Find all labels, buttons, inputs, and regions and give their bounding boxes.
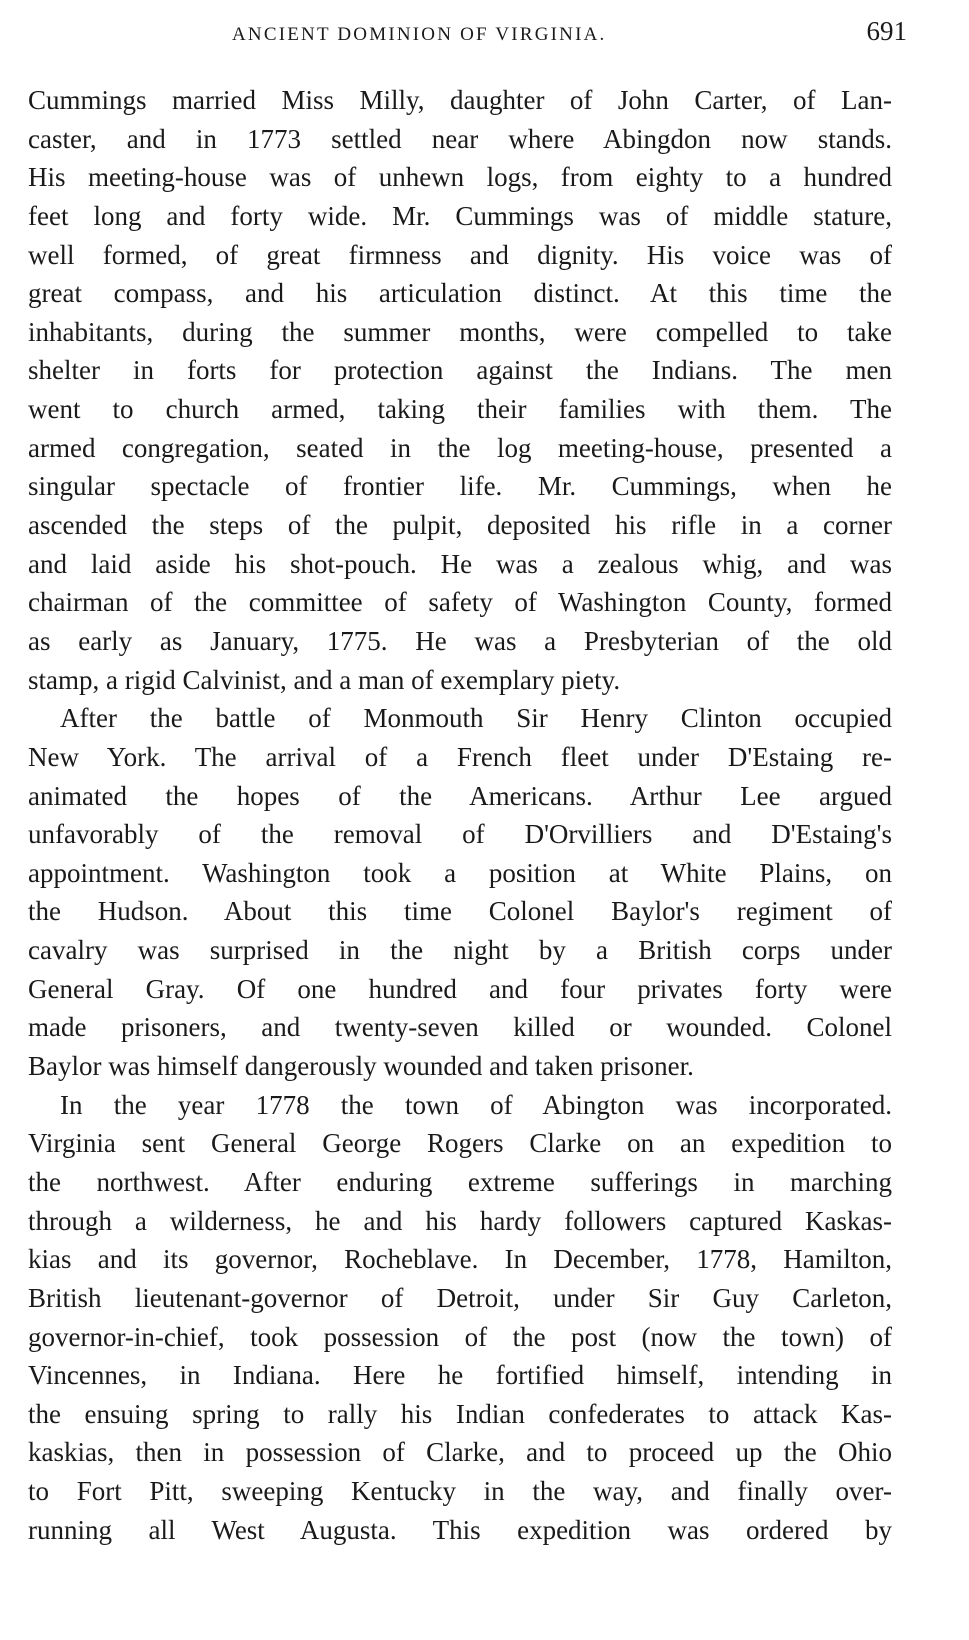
text-line: Virginia sent General George Rogers Clarke on an expedition to xyxy=(28,1128,892,1159)
text-line: and laid aside his shot-pouch. He was a zealous whig, and was xyxy=(28,548,892,579)
text-line: In the year 1778 the town of Abington was incorporated. xyxy=(60,1089,892,1120)
text-line: caster, and in 1773 settled near where Abingdon now stands. xyxy=(28,123,892,154)
page-number: 691 xyxy=(866,16,907,46)
text-line: went to church armed, taking their families with them. The xyxy=(28,394,892,425)
text-line: running all West Augusta. This expedition was ordered by xyxy=(28,1514,892,1545)
text-line: armed congregation, seated in the log meeting-house, presented a xyxy=(28,432,892,463)
text-line: cavalry was surprised in the night by a British corps under xyxy=(28,935,892,966)
text-line: the northwest. After enduring extreme sufferings in marching xyxy=(28,1166,892,1197)
text-line: General Gray. Of one hundred and four privates forty were xyxy=(28,973,892,1004)
text-line: feet long and forty wide. Mr. Cummings was of middle stature, xyxy=(28,200,892,231)
text-line: made prisoners, and twenty-seven killed or wounded. Colonel xyxy=(28,1012,892,1043)
text-line: singular spectacle of frontier life. Mr. Cummings, when he xyxy=(28,471,892,502)
text-line: governor-in-chief, took possession of the post (now the town) of xyxy=(28,1321,892,1352)
text-line: Baylor was himself dangerously wounded and taken prisoner. xyxy=(28,1051,694,1082)
text-line: Vincennes, in Indiana. Here he fortified himself, intending in xyxy=(28,1360,892,1391)
text-line: After the battle of Monmouth Sir Henry Clinton occupied xyxy=(60,703,892,734)
paragraph-monmouth xyxy=(28,699,892,1085)
text-line: appointment. Washington took a position at White Plains, on xyxy=(28,857,892,888)
text-line: stamp, a rigid Calvinist, and a man of exemplary piety. xyxy=(28,664,621,695)
paragraph-abington xyxy=(28,1086,892,1550)
text-line: inhabitants, during the summer months, were compelled to take xyxy=(28,316,892,347)
text-line: kias and its governor, Rocheblave. In December, 1778, Hamilton, xyxy=(28,1244,892,1275)
text-line: His meeting-house was of unhewn logs, from eighty to a hundred xyxy=(28,162,892,193)
text-line: great compass, and his articulation distinct. At this time the xyxy=(28,278,892,309)
text-line: the ensuing spring to rally his Indian confederates to attack Kas- xyxy=(28,1398,892,1429)
text-line: as early as January, 1775. He was a Presbyterian of the old xyxy=(28,625,892,656)
text-line: Cummings married Miss Milly, daughter of John Carter, of Lan- xyxy=(28,85,892,115)
body-text xyxy=(28,81,892,1549)
text-line: kaskias, then in possession of Clarke, and to proceed up the Ohio xyxy=(28,1437,892,1468)
text-line: New York. The arrival of a French fleet under D'Estaing re- xyxy=(28,741,892,772)
text-line: animated the hopes of the Americans. Arthur Lee argued xyxy=(28,780,892,811)
text-line: the Hudson. About this time Colonel Baylor's regiment of xyxy=(28,896,892,927)
text-line: to Fort Pitt, sweeping Kentucky in the way, and finally over- xyxy=(28,1476,892,1507)
text-line: ascended the steps of the pulpit, deposited his rifle in a corner xyxy=(28,510,892,541)
running-title: ANCIENT DOMINION OF VIRGINIA. xyxy=(232,24,607,45)
text-line: unfavorably of the removal of D'Orvilliers and D'Estaing's xyxy=(28,819,892,850)
text-line: chairman of the committee of safety of Washington County, formed xyxy=(28,587,892,618)
text-line: British lieutenant-governor of Detroit, under Sir Guy Carleton, xyxy=(28,1282,892,1313)
paragraph-cummings xyxy=(28,81,892,699)
text-line: through a wilderness, he and his hardy followers captured Kaskas- xyxy=(28,1205,892,1236)
text-line: shelter in forts for protection against the Indians. The men xyxy=(28,355,892,386)
text-line: well formed, of great firmness and dignity. His voice was of xyxy=(28,239,892,270)
running-header xyxy=(0,12,969,52)
